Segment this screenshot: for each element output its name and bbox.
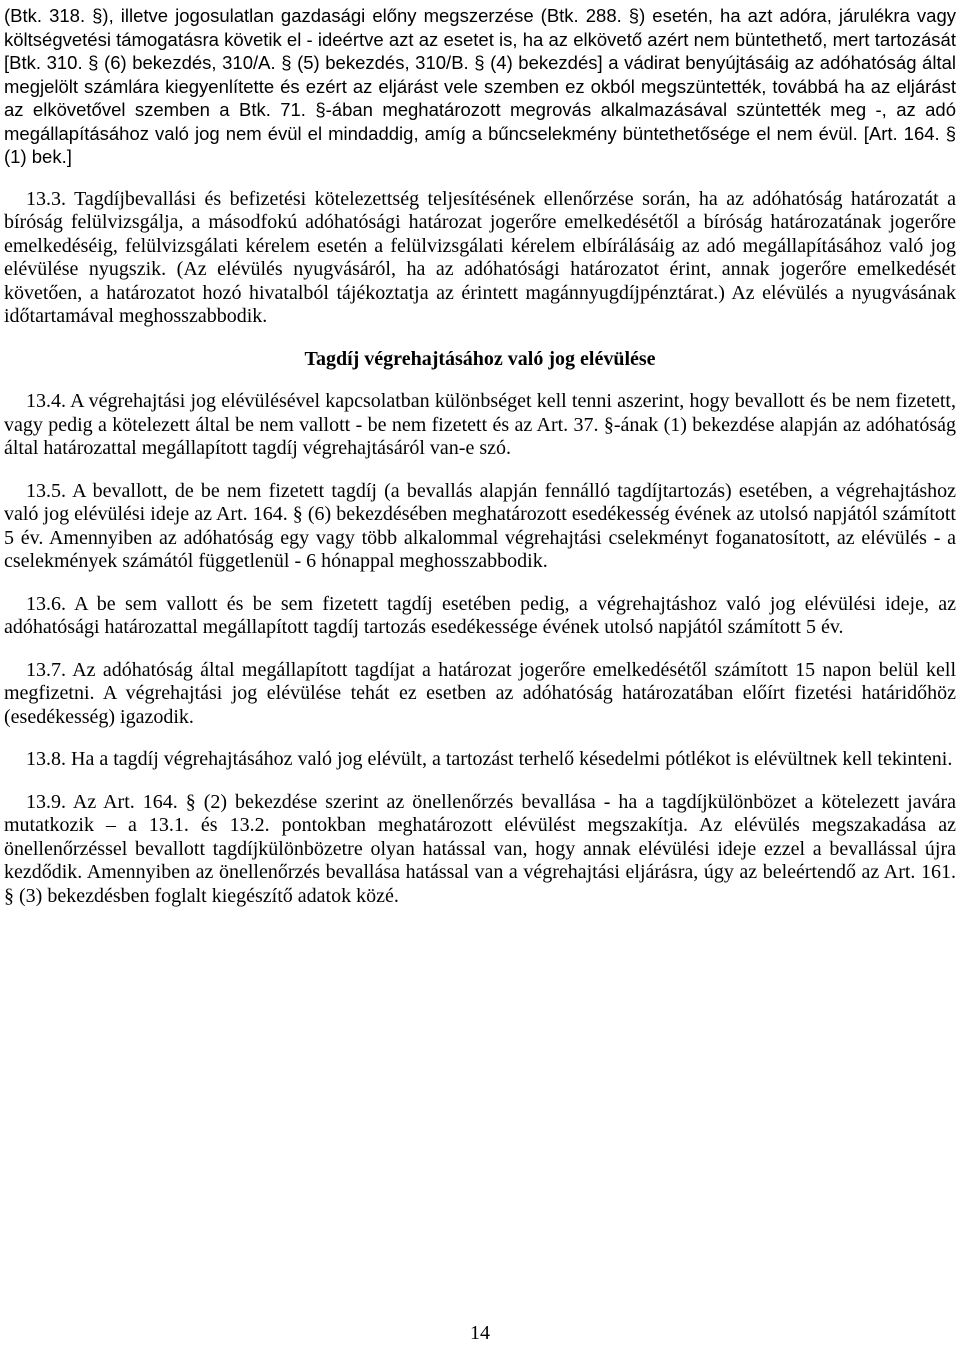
paragraph-13-6: 13.6. A be sem vallott és be sem fizetett tagdíj esetében pedig, a végrehajtáshoz való jog elévülési ideje, az adóhatósági határozattal megállapított tagdíj tartozás esedékessége évének utolsó napjától számított 5 év. (4, 592, 956, 638)
section-heading: Tagdíj végrehajtásához való jog elévülése (304, 347, 656, 370)
paragraph-13-4: 13.4. A végrehajtási jog elévülésével kapcsolatban különbséget kell tenni aszerint, hogy bevallott és be nem fizetett, vagy pedig a kötelezett által be nem vallott - be nem fizetett és az Art. 37. §-ának (1) bekezdése alapján az adóhatóság által határozattal megállapított tagdíj végrehajtásáról van-e szó. (4, 390, 956, 459)
paragraph-13-5: 13.5. A bevallott, de be nem fizetett tagdíj (a bevallás alapján fennálló tagdíjtartozás) esetében, a végrehajtáshoz való jog elévülési ideje az Art. 164. § (6) bekezdésében meghatározott esedékesség évének az utolsó napjától számított 5 év. Amennyiben az adóhatóság egy vagy több alkalommal végrehajtási cselekményt foganatosított, az elévülés - a cselekmények számától függetlenül - 6 hónappal meghosszabbodik. (4, 479, 956, 572)
paragraph-continued: (Btk. 318. §), illetve jogosulatlan gazdasági előny megszerzése (Btk. 288. §) esetén, ha azt adóra, járulékra vagy költségvetési támogatásra követik el - ideértve azt az esetet is, ha az elkövető azért nem büntethető, mert tartozását [Btk. 310. § (6) bekezdés, 310/A. § (5) bekezdés, 310/B. § (4) bekezdés] a vádirat benyújtásáig az adóhatóság által megjelölt számlára kiegyenlítette és ezért az eljárást vele szemben ez okból megszüntették, továbbá ha az eljárást az elkövetővel szemben a Btk. 71. §-ában meghatározott megrovás alkalmazásával szüntették meg -, az adó megállapításához való jog nem évül el mindaddig, amíg a bűncselekmény büntethetősége el nem évül. [Art. 164. § (1) bek.] (4, 5, 956, 167)
paragraph-13-8: 13.8. Ha a tagdíj végrehajtásához való jog elévült, a tartozást terhelő késedelmi pótlékot is elévültnek kell tekinteni. (26, 748, 953, 770)
page-number: 14 (470, 1322, 490, 1344)
document-page (4, 4, 956, 908)
paragraph-13-9: 13.9. Az Art. 164. § (2) bekezdése szerint az önellenőrzés bevallása - ha a tagdíjkülönbözet a kötelezett javára mutatkozik – a 13.1. és 13.2. pontokban meghatározott elévülést megszakítja. Az elévülés megszakadása az önellenőrzéssel bevallott tagdíjkülönbözetre olyan hatással van, hogy annak elévülési ideje ezzel a bevallással újra kezdődik. Amennyiben az önellenőrzés bevallása hatással van a végrehajtási eljárásra, úgy az beleértendő az Art. 161. § (3) bekezdésben foglalt kiegészítő adatok közé. (4, 790, 956, 907)
paragraph-13-3: 13.3. Tagdíjbevallási és befizetési kötelezettség teljesítésének ellenőrzése során, ha az adóhatóság határozatát a bíróság felülvizsgálja, a másodfokú adóhatósági határozat jogerőre emelkedésétől a bíróság határozatának jogerőre emelkedéséig, felülvizsgálati kérelem esetén a felülvizsgálati kérelem elbírálásáig az adó megállapításához való jog elévülése nyugszik. (Az elévülés nyugvásáról, ha az adóhatósági határozatot érint, annak jogerőre emelkedését követően, a határozatot hozó hivatalból tájékoztatja az érintett magánnyugdíjpénztárat.) Az elévülés a nyugvásának időtartamával meghosszabbodik. (4, 187, 956, 327)
paragraph-13-7: 13.7. Az adóhatóság által megállapított tagdíjat a határozat jogerőre emelkedésétől számított 15 napon belül kell megfizetni. A végrehajtási jog elévülése tehát ez esetben az adóhatóság határozatában előírt fizetési határidőhöz (esedékesség) igazodik. (4, 658, 956, 728)
